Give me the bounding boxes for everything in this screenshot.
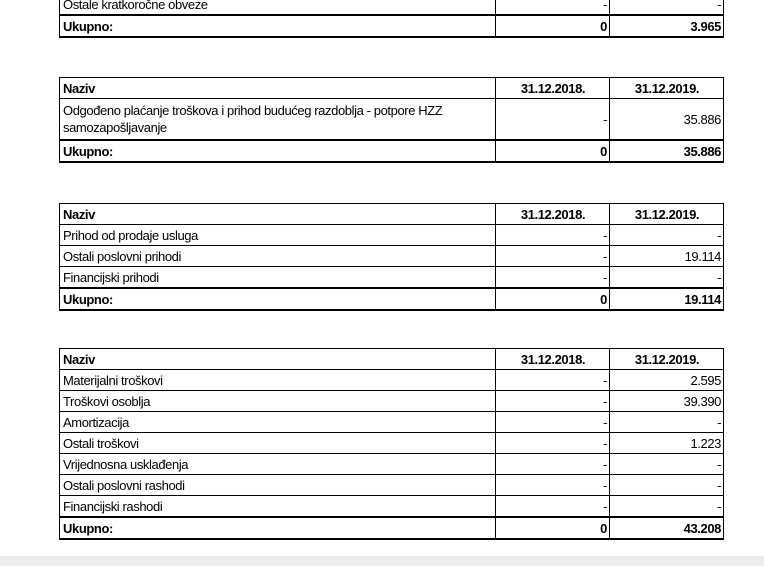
total-2019: 19.114: [610, 288, 724, 310]
row-label: Vrijednosna usklađenja: [60, 454, 496, 475]
total-row: [60, 517, 724, 539]
table-row: [60, 99, 724, 141]
header-2018: 31.12.2018.: [496, 78, 610, 99]
value-2019: 35.886: [610, 99, 724, 141]
total-2018: 0: [496, 15, 610, 37]
value-2018: -: [496, 391, 610, 412]
value-2018: -: [496, 496, 610, 518]
total-row: [60, 140, 724, 162]
total-row: [60, 288, 724, 310]
header-naziv: Naziv: [60, 78, 496, 99]
total-label: Ukupno:: [60, 15, 496, 37]
value-2019: 39.390: [610, 391, 724, 412]
header-row: [60, 204, 724, 225]
value-2018: -: [496, 225, 610, 246]
value-2018: -: [496, 412, 610, 433]
total-2018: 0: [496, 288, 610, 310]
row-label: Troškovi osoblja: [60, 391, 496, 412]
value-2019: 1.223: [610, 433, 724, 454]
obveze-table: [59, 0, 724, 38]
header-naziv: Naziv: [60, 349, 496, 370]
total-2019: 35.886: [610, 140, 724, 162]
table-row: [60, 391, 724, 412]
header-2019: 31.12.2019.: [610, 78, 724, 99]
value-2019: -: [610, 225, 724, 246]
value-2019: -: [610, 267, 724, 289]
header-row: [60, 349, 724, 370]
row-label: Ostali troškovi: [60, 433, 496, 454]
table-row: [60, 475, 724, 496]
table-row: [60, 246, 724, 267]
table-row: [60, 454, 724, 475]
value-2019: -: [610, 475, 724, 496]
total-2018: 0: [496, 140, 610, 162]
header-row: [60, 78, 724, 99]
total-2019: 3.965: [610, 15, 724, 37]
header-2018: 31.12.2018.: [496, 349, 610, 370]
value-2018: -: [496, 267, 610, 289]
value-2018: -: [496, 0, 610, 15]
header-2019: 31.12.2019.: [610, 204, 724, 225]
value-2018: -: [496, 454, 610, 475]
total-label: Ukupno:: [60, 517, 496, 539]
prihodi-table: [59, 203, 724, 311]
row-label: Ostale kratkoročne obveze: [60, 0, 496, 15]
total-label: Ukupno:: [60, 288, 496, 310]
rashodi-table: [59, 348, 724, 540]
value-2018: -: [496, 246, 610, 267]
value-2019: -: [610, 454, 724, 475]
row-label: Amortizacija: [60, 412, 496, 433]
table-row: [60, 0, 724, 15]
total-2018: 0: [496, 517, 610, 539]
header-2019: 31.12.2019.: [610, 349, 724, 370]
row-label: Financijski prihodi: [60, 267, 496, 289]
table-row: [60, 412, 724, 433]
table-row: [60, 496, 724, 518]
value-2018: -: [496, 475, 610, 496]
header-naziv: Naziv: [60, 204, 496, 225]
row-label: Financijski rashodi: [60, 496, 496, 518]
row-label: Prihod od prodaje usluga: [60, 225, 496, 246]
row-label: Ostali poslovni prihodi: [60, 246, 496, 267]
table-row: [60, 225, 724, 246]
row-label: Materijalni troškovi: [60, 370, 496, 391]
value-2018: -: [496, 99, 610, 141]
table-row: [60, 370, 724, 391]
header-2018: 31.12.2018.: [496, 204, 610, 225]
value-2019: 2.595: [610, 370, 724, 391]
row-label: Ostali poslovni rashodi: [60, 475, 496, 496]
table-row: [60, 433, 724, 454]
value-2019: -: [610, 412, 724, 433]
value-2019: -: [610, 0, 724, 15]
row-label: Odgođeno plaćanje troškova i prihod budućeg razdoblja - potpore HZZ samozapošljavanje: [60, 99, 496, 141]
value-2019: 19.114: [610, 246, 724, 267]
value-2018: -: [496, 370, 610, 391]
value-2019: -: [610, 496, 724, 518]
total-row: [60, 15, 724, 37]
total-2019: 43.208: [610, 517, 724, 539]
total-label: Ukupno:: [60, 140, 496, 162]
value-2018: -: [496, 433, 610, 454]
razgranicenja-table: [59, 77, 724, 163]
page-bottom-edge: [0, 556, 764, 566]
table-row: [60, 267, 724, 289]
